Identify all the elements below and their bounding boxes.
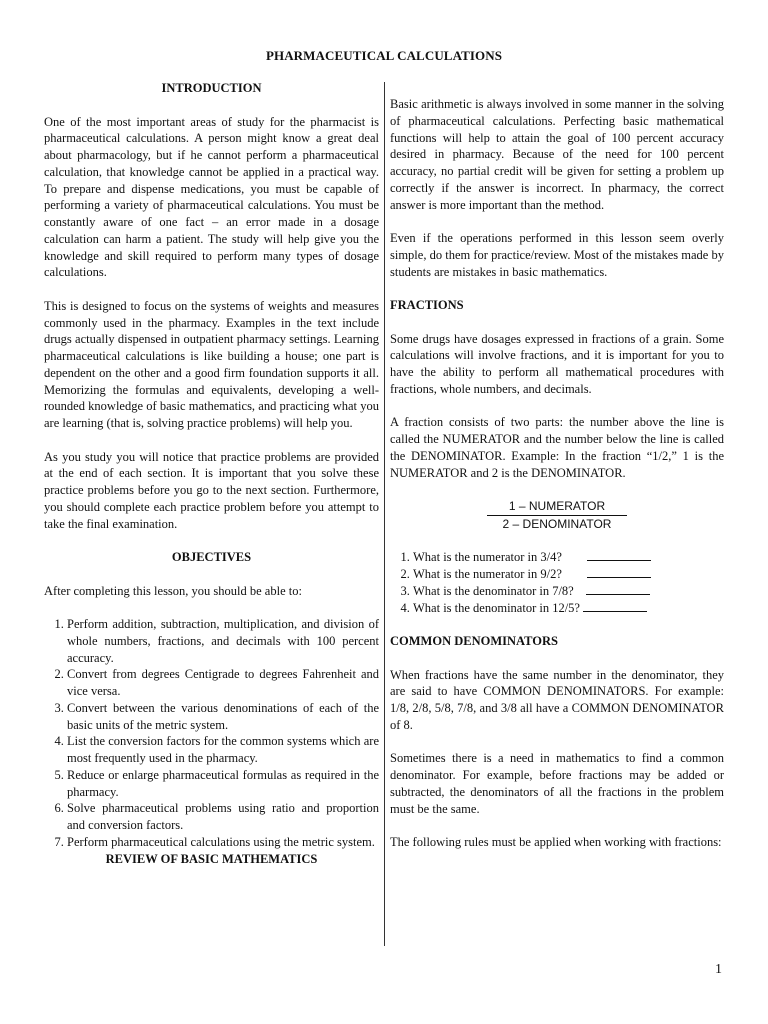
page-number: 1 <box>715 962 722 977</box>
practice-paragraph: Even if the operations performed in this lesson seem overly simple, do them for practice/review. Most of the mistakes made by students are mistakes in basic mathematics. <box>390 231 724 279</box>
fraction-example <box>487 498 627 533</box>
intro-paragraph-3: As you study you will notice that practice problems are provided at the end of each section. It is important that you solve these practice problems before you go to the next section. Furthermore, you should complete each practice problem before you attempt to take the final examination. <box>44 449 379 531</box>
common-paragraph-2: Sometimes there is a need in mathematics to find a common denominator. For example, before fractions may be added or subtracted, the denominators of all the fractions in the problem must be the same. <box>390 751 724 816</box>
common-paragraph-3: The following rules must be applied when working with fractions: <box>390 835 722 849</box>
fraction-denominator-label: 2 – DENOMINATOR <box>502 516 612 531</box>
question-item: 3. What is the denominator in 7/8? <box>413 583 724 600</box>
objective-item: 4. List the conversion factors for the common systems which are most frequently used in the pharmacy. <box>67 733 379 767</box>
question-list <box>390 549 724 616</box>
fractions-paragraph-1: Some drugs have dosages expressed in fractions of a grain. Some calculations will involve fractions, and it is important for you to have the ability to perform all mathematical procedures with fractions, whole numbers, and decimals. <box>390 331 724 396</box>
objective-item: 2. Convert from degrees Centigrade to degrees Fahrenheit and vice versa. <box>67 666 379 700</box>
objectives-list <box>44 616 379 851</box>
answer-blank[interactable] <box>586 583 650 595</box>
objectives-heading: OBJECTIVES <box>171 550 252 564</box>
arithmetic-paragraph: Basic arithmetic is always involved in some manner in the solving of pharmaceutical calculations. Perfecting basic mathematical functions will help to attain the goal of 100 percent accuracy desired in pharmacy. Because of the need for 100 percent accuracy, no partial credit will be given for setting a problem up correctly if the answer is incorrect. In pharmacy, the correct answer is more important than the method. <box>390 97 724 212</box>
intro-paragraph-2: This is designed to focus on the systems of weights and measures commonly used in the pharmacy. Examples in the text include drugs actually dispensed in outpatient pharmacy settings. Learning pharmaceutical calculations is like building a house; one part is dependent on the other and a good firm foundation supports it all. Memorizing the formulas and equivalents, developing a well-rounded knowledge of basic mathematics, and practicing what you are learning (that is, solving practice problems) will help you. <box>44 298 379 430</box>
question-item: 4. What is the denominator in 12/5? <box>413 600 724 617</box>
left-column <box>44 80 379 867</box>
objective-item: 7. Perform pharmaceutical calculations using the metric system. <box>67 834 379 851</box>
fractions-paragraph-2: A fraction consists of two parts: the number above the line is called the NUMERATOR and the number below the line is called the DENOMINATOR. Example: In the fraction “1/2,” 1 is the NUMERATOR and 2 is the DENOMINATOR. <box>390 415 724 480</box>
objectives-intro: After completing this lesson, you should be able to: <box>44 583 302 598</box>
right-column <box>390 96 724 868</box>
fraction-numerator-label: 1 – NUMERATOR <box>487 498 627 516</box>
common-denominators-heading: COMMON DENOMINATORS <box>390 634 558 648</box>
page-title: PHARMACEUTICAL CALCULATIONS <box>265 48 503 63</box>
column-divider <box>384 82 385 946</box>
answer-blank[interactable] <box>583 600 647 612</box>
answer-blank[interactable] <box>587 549 651 561</box>
objective-item: 1. Perform addition, subtraction, multiplication, and division of whole numbers, fractions, and decimals with 100 percent accuracy. <box>67 616 379 666</box>
answer-blank[interactable] <box>587 566 651 578</box>
question-item: 1. What is the numerator in 3/4? <box>413 549 724 566</box>
introduction-heading: INTRODUCTION <box>161 81 262 95</box>
objective-item: 3. Convert between the various denominations of each of the basic units of the metric system. <box>67 700 379 734</box>
question-item: 2. What is the numerator in 9/2? <box>413 566 724 583</box>
review-heading: REVIEW OF BASIC MATHEMATICS <box>105 851 318 866</box>
fractions-heading: FRACTIONS <box>390 298 464 312</box>
common-paragraph-1: When fractions have the same number in the denominator, they are said to have COMMON DENOMINATORS. For example: 1/8, 2/8, 5/8, 7/8, and 3/8 all have a COMMON DENOMINATOR of 8. <box>390 667 724 732</box>
objective-item: 6. Solve pharmaceutical problems using ratio and proportion and conversion factors. <box>67 800 379 834</box>
objective-item: 5. Reduce or enlarge pharmaceutical formulas as required in the pharmacy. <box>67 767 379 801</box>
intro-paragraph-1: One of the most important areas of study for the pharmacist is pharmaceutical calculations. A person might know a great deal about pharmacology, but if he cannot perform a pharmaceutical calculation, that knowledge cannot be applied in a practical way. To prepare and dispense medications, you must be capable of performing a variety of pharmaceutical calculations. You must be constantly aware of one fact – an error made in a dosage calculation can harm a patient. The study will help give you the knowledge and skill required to perform many types of dosage calculations. <box>44 114 379 280</box>
